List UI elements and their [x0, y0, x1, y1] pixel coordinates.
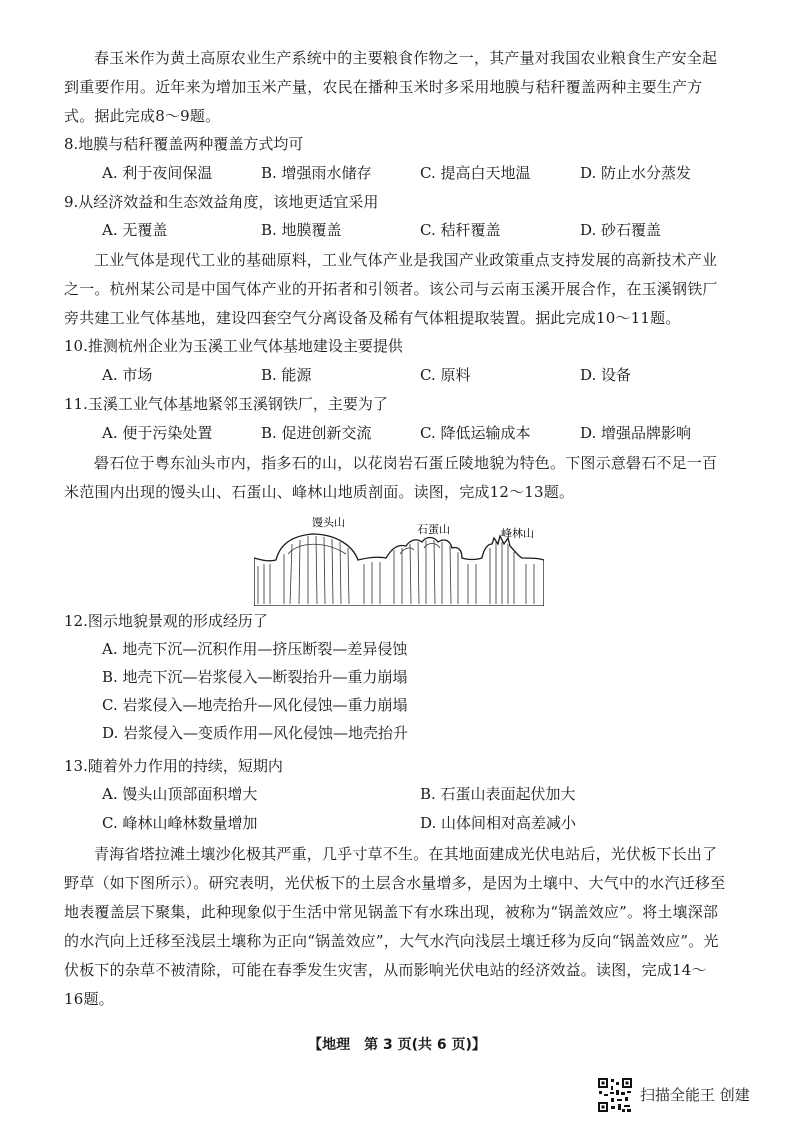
geologic-profile-figure: [254, 514, 544, 606]
geologic-profile-drawing: [254, 514, 544, 606]
q12-option-a: A. 地壳下沉—沉积作用—挤压断裂—差异侵蚀: [102, 640, 408, 658]
q13-option-a: A. 馒头山顶部面积增大: [102, 785, 258, 803]
q11-option-d: D. 增强品牌影响: [580, 424, 692, 442]
q12-option-b: B. 地壳下沉—岩浆侵入—断裂抬升—重力崩塌: [102, 668, 408, 686]
label-fenglinshan: 峰林山: [501, 527, 534, 540]
q8-option-c: C. 提高白天地温: [420, 164, 531, 182]
passage-1: 春玉米作为黄土高原农业生产系统中的主要粮食作物之一，其产量对我国农业粮食生产安全起到重要作用。近年来为增加玉米产量，农民在播种玉米时多采用地膜与秸秆覆盖两种主要生产方式。据此完成8～9题。: [64, 49, 718, 125]
q9-option-a: A. 无覆盖: [102, 221, 168, 239]
label-shidanshan: 石蛋山: [417, 523, 450, 536]
q12-option-d: D. 岩浆侵入—变质作用—风化侵蚀—地壳抬升: [102, 724, 409, 742]
question-10-stem: 10.推测杭州企业为玉溪工业气体基地建设主要提供: [64, 337, 403, 355]
q13-option-b: B. 石蛋山表面起伏加大: [420, 785, 576, 803]
q11-option-c: C. 降低运输成本: [420, 424, 531, 442]
question-9-stem: 9.从经济效益和生态效益角度，该地更适宜采用: [64, 193, 379, 211]
q9-option-d: D. 砂石覆盖: [580, 221, 662, 239]
qr-code-icon: [597, 1077, 633, 1113]
q10-option-d: D. 设备: [580, 366, 632, 384]
question-12-stem: 12.图示地貌景观的形成经历了: [64, 612, 268, 630]
q10-option-b: B. 能源: [261, 366, 312, 384]
q11-option-a: A. 便于污染处置: [102, 424, 213, 442]
question-13-stem: 13.随着外力作用的持续，短期内: [64, 757, 283, 775]
label-mantoushan: 馒头山: [312, 516, 345, 529]
q8-option-d: D. 防止水分蒸发: [580, 164, 692, 182]
q8-option-a: A. 利于夜间保温: [102, 164, 213, 182]
q11-option-b: B. 促进创新交流: [261, 424, 372, 442]
question-8-stem: 8.地膜与秸秆覆盖两种覆盖方式均可: [64, 135, 304, 153]
q9-option-b: B. 地膜覆盖: [261, 221, 342, 239]
passage-2: 工业气体是现代工业的基础原料，工业气体产业是我国产业政策重点支持发展的高新技术产业之一。杭州某公司是中国气体产业的开拓者和引领者。该公司与云南玉溪开展合作，在玉溪钢铁厂旁共建工业气体基地，建设四套空气分离设备及稀有气体粗提取装置。据此完成10～11题。: [64, 251, 718, 327]
q9-option-c: C. 秸秆覆盖: [420, 221, 501, 239]
q8-option-b: B. 增强雨水储存: [261, 164, 372, 182]
q10-option-a: A. 市场: [102, 366, 153, 384]
q13-option-c: C. 峰林山峰林数量增加: [102, 814, 258, 832]
q13-option-d: D. 山体间相对高差减小: [420, 814, 577, 832]
question-11-stem: 11.玉溪工业气体基地紧邻玉溪钢铁厂，主要为了: [64, 395, 388, 413]
page-footer: 【地理 第 3 页(共 6 页)】: [308, 1037, 486, 1053]
scanner-watermark-text: 扫描全能王 创建: [640, 1086, 750, 1104]
landform-outline: [254, 534, 544, 606]
passage-4: 青海省塔拉滩土壤沙化极其严重，几乎寸草不生。在其地面建成光伏电站后，光伏板下长出了野草（如下图所示）。研究表明，光伏板下的土层含水量增多，是因为土壤中、大气中的水汽迁移至地表覆盖层下聚集，此种现象似于生活中常见锅盖下有水珠出现，被称为“锅盖效应”。将土壤深部的水汽向上迁移至浅层土壤称为正向“锅盖效应”，大气水汽向浅层土壤迁移为反向“锅盖效应”。光伏板下的杂草不被清除，可能在春季发生灾害，从而影响光伏电站的经济效益。读图，完成14～16题。: [64, 845, 726, 1008]
q12-option-c: C. 岩浆侵入—地壳抬升—风化侵蚀—重力崩塌: [102, 696, 408, 714]
passage-3: 礐石位于粤东汕头市内，指多石的山，以花岗岩石蛋丘陵地貌为特色。下图示意礐石不足一百米范围内出现的馒头山、石蛋山、峰林山地质剖面。读图，完成12～13题。: [64, 454, 718, 501]
q10-option-c: C. 原料: [420, 366, 471, 384]
